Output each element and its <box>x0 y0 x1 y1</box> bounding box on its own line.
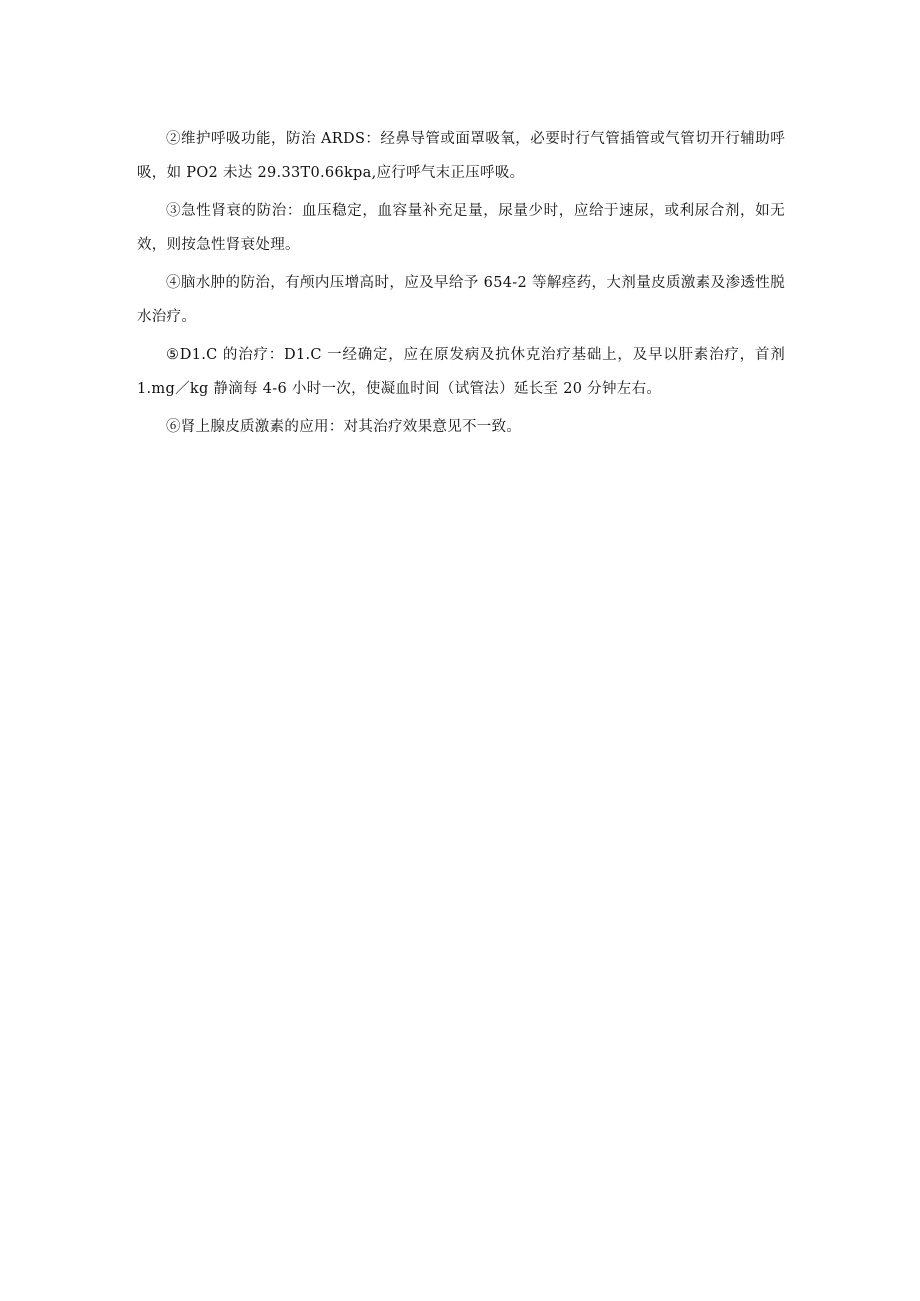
paragraph-cerebral-edema: ④脑水肿的防治，有颅内压增高时，应及早给予 654-2 等解痉药，大剂量皮质激素及渗透性脱水治疗。 <box>137 275 785 325</box>
paragraph-corticosteroids: ⑥肾上腺皮质激素的应用：对其治疗效果意见不一致。 <box>166 419 522 435</box>
paragraph-renal-failure: ③急性肾衰的防治：血压稳定，血容量补充足量，尿量少时，应给于速尿，或利尿合剂，如无效，则按急性肾衰处理。 <box>137 203 785 253</box>
document-body <box>137 122 785 448</box>
paragraph-ards: ②维护呼吸功能，防治 ARDS：经鼻导管或面罩吸氧，必要时行气管插管或气管切开行辅助呼吸，如 PO2 未达 29.33T0.66kpa,应行呼气末正压呼吸。 <box>137 131 785 181</box>
paragraph-dic-treatment: ⑤D1.C 的治疗：D1.C 一经确定，应在原发病及抗休克治疗基础上，及早以肝素治疗，首剂 1.mg／kg 静滴每 4-6 小时一次，使凝血时间（试管法）延长至 20 分钟左右。 <box>137 347 785 397</box>
